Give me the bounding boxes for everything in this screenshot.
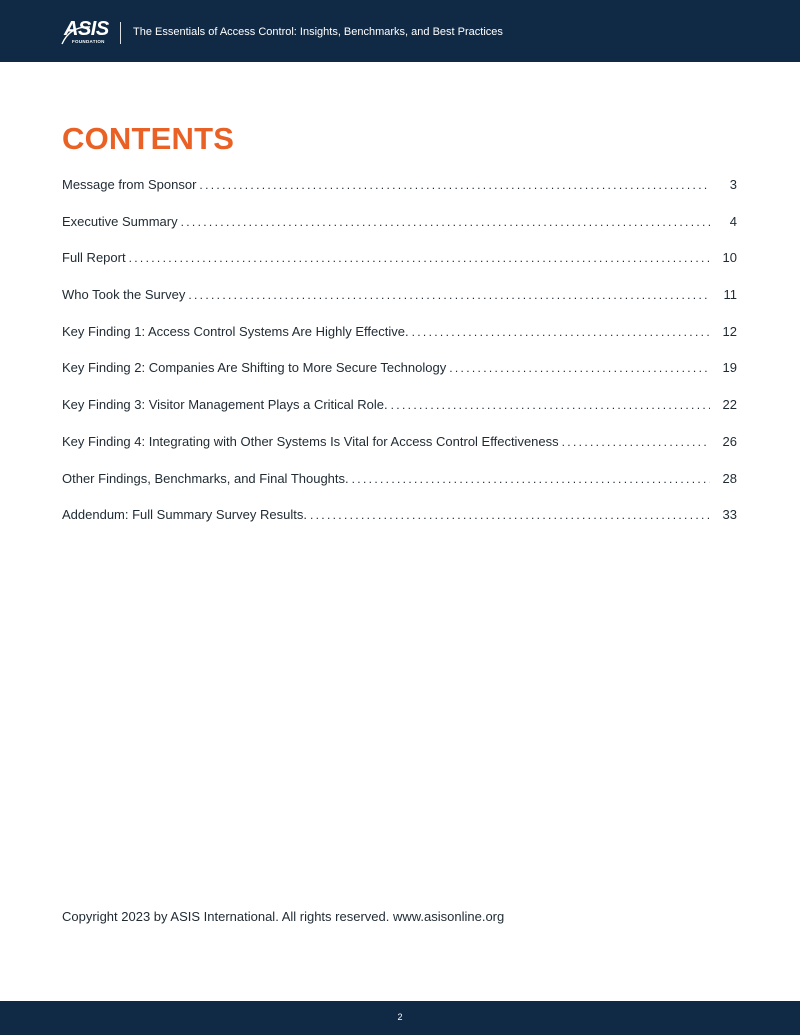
toc-entry-title: Executive Summary — [62, 213, 178, 229]
toc-dot-leader — [188, 288, 710, 302]
toc-entry[interactable] — [62, 214, 737, 251]
toc-entry[interactable] — [62, 177, 737, 214]
toc-entry-title: Key Finding 4: Integrating with Other Systems Is Vital for Access Control Effectiveness — [62, 433, 559, 449]
toc-entry-page: 4 — [729, 213, 737, 229]
toc-entry-page: 22 — [722, 397, 737, 413]
toc-entry-page: 28 — [722, 470, 737, 486]
toc-entry-title: Addendum: Full Summary Survey Results. — [62, 507, 307, 523]
header-divider — [120, 22, 121, 44]
toc-dot-leader — [310, 508, 710, 522]
table-of-contents — [62, 177, 737, 544]
toc-entry[interactable] — [62, 397, 737, 434]
toc-entry-page: 3 — [729, 177, 737, 192]
toc-entry-title: Key Finding 2: Companies Are Shifting to More Secure Technology — [62, 360, 447, 376]
toc-entry-page: 26 — [722, 433, 737, 449]
page-footer — [0, 1001, 800, 1035]
toc-dot-leader — [199, 178, 710, 192]
toc-entry[interactable] — [62, 287, 737, 324]
toc-entry-title: Key Finding 3: Visitor Management Plays a Critical Role. — [62, 397, 388, 413]
logo-subtext: FOUNDATION — [72, 39, 105, 44]
toc-entry[interactable] — [62, 250, 737, 287]
toc-entry-title: Key Finding 1: Access Control Systems Are Highly Effective. — [62, 323, 409, 339]
toc-entry[interactable] — [62, 324, 737, 361]
toc-dot-leader — [412, 325, 710, 339]
toc-entry-page: 10 — [722, 250, 737, 266]
toc-entry-title: Full Report — [62, 250, 126, 266]
logo-wordmark: ASIS — [64, 18, 109, 40]
toc-dot-leader — [562, 435, 710, 449]
toc-dot-leader — [129, 251, 710, 265]
toc-entry-title: Other Findings, Benchmarks, and Final Thoughts. — [62, 470, 349, 486]
asis-foundation-logo — [60, 20, 110, 48]
toc-dot-leader — [181, 215, 710, 229]
toc-entry[interactable] — [62, 471, 737, 508]
toc-entry[interactable] — [62, 360, 737, 397]
toc-dot-leader — [352, 472, 710, 486]
contents-heading: CONTENTS — [62, 121, 235, 156]
toc-entry-title: Who Took the Survey — [62, 287, 186, 303]
document-title: The Essentials of Access Control: Insights, Benchmarks, and Best Practices — [133, 26, 503, 38]
toc-entry-page: 19 — [722, 360, 737, 376]
copyright-notice: Copyright 2023 by ASIS International. All rights reserved. www.asisonline.org — [62, 909, 505, 924]
toc-entry-page: 33 — [722, 507, 737, 523]
toc-entry[interactable] — [62, 507, 737, 544]
toc-dot-leader — [449, 361, 710, 375]
page-number: 2 — [397, 1012, 403, 1022]
toc-dot-leader — [391, 398, 710, 412]
toc-entry-title: Message from Sponsor — [62, 177, 197, 192]
toc-entry-page: 12 — [722, 323, 737, 339]
toc-entry-page: 11 — [723, 287, 737, 303]
toc-entry[interactable] — [62, 434, 737, 471]
page-header — [0, 0, 800, 62]
